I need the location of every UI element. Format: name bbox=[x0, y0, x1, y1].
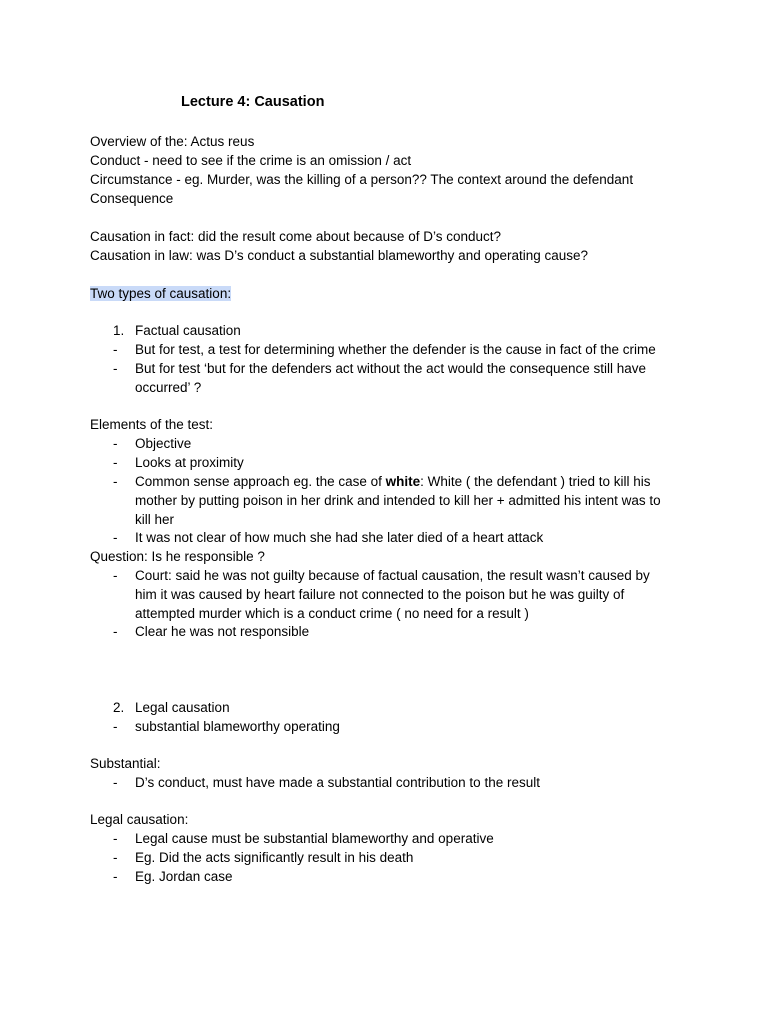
list-item: Legal cause must be substantial blameworthy and operative bbox=[135, 831, 494, 846]
list-item: It was not clear of how much she had she later died of a heart attack bbox=[135, 530, 544, 545]
consequence-line: Consequence bbox=[90, 191, 174, 206]
legal-causation-heading: Legal causation: bbox=[90, 812, 189, 827]
bullet-dash: - bbox=[113, 455, 118, 470]
factual-causation-label: Factual causation bbox=[135, 323, 241, 338]
white-case-pre: Common sense approach eg. the case of bbox=[135, 474, 386, 489]
bullet-dash: - bbox=[113, 568, 118, 583]
overview-line: Overview of the: Actus reus bbox=[90, 134, 255, 149]
list-number: 2. bbox=[113, 700, 125, 715]
list-item: Eg. Jordan case bbox=[135, 869, 233, 884]
list-item: Looks at proximity bbox=[135, 455, 244, 470]
elements-heading: Elements of the test: bbox=[90, 417, 214, 432]
page-title: Lecture 4: Causation bbox=[181, 94, 325, 110]
list-item: Eg. Did the acts significantly result in his death bbox=[135, 850, 414, 865]
bullet-dash: - bbox=[113, 530, 118, 545]
list-item: But for test ‘but for the defenders act without the act would the consequence still have occurred’ ? bbox=[135, 361, 647, 395]
bullet-dash: - bbox=[113, 775, 118, 790]
causation-in-fact-line: Causation in fact: did the result come about because of D’s conduct? bbox=[90, 229, 501, 244]
list-item: But for test, a test for determining whether the defender is the cause in fact of the crime bbox=[135, 342, 656, 357]
list-item bbox=[135, 472, 680, 529]
list-item: Objective bbox=[135, 436, 192, 451]
list-item: Court: said he was not guilty because of factual causation, the result wasn’t caused by him it was caused by heart failure not connected to the poison but he was guilty of attempted murder which is a conduct crime ( no need for a result ) bbox=[135, 568, 650, 621]
circumstance-line: Circumstance - eg. Murder, was the killing of a person?? The context around the defendant bbox=[90, 172, 634, 187]
conduct-line: Conduct - need to see if the crime is an omission / act bbox=[90, 153, 412, 168]
bullet-dash: - bbox=[113, 474, 118, 489]
bullet-dash: - bbox=[113, 719, 118, 734]
causation-in-law-line: Causation in law: was D’s conduct a substantial blameworthy and operating cause? bbox=[90, 248, 589, 263]
bullet-dash: - bbox=[113, 361, 118, 376]
bullet-dash: - bbox=[113, 831, 118, 846]
bullet-dash: - bbox=[113, 342, 118, 357]
white-case-name: white bbox=[385, 474, 421, 489]
bullet-dash: - bbox=[113, 850, 118, 865]
highlighted-text: Two types of causation: bbox=[90, 286, 232, 301]
legal-causation-label: Legal causation bbox=[135, 700, 230, 715]
bullet-dash: - bbox=[113, 624, 118, 639]
list-item: D’s conduct, must have made a substantial contribution to the result bbox=[135, 775, 540, 790]
list-item: substantial blameworthy operating bbox=[135, 719, 340, 734]
bullet-dash: - bbox=[113, 436, 118, 451]
two-types-heading bbox=[90, 284, 231, 303]
substantial-heading: Substantial: bbox=[90, 756, 161, 771]
list-number: 1. bbox=[113, 323, 125, 338]
list-item: Clear he was not responsible bbox=[135, 624, 310, 639]
bullet-dash: - bbox=[113, 869, 118, 884]
white-case-post: : White ( the defendant ) tried to kill his mother by putting poison in her drink and intended to kill her + admitted his intent was to kill her bbox=[135, 474, 661, 527]
question-heading: Question: Is he responsible ? bbox=[90, 549, 265, 564]
